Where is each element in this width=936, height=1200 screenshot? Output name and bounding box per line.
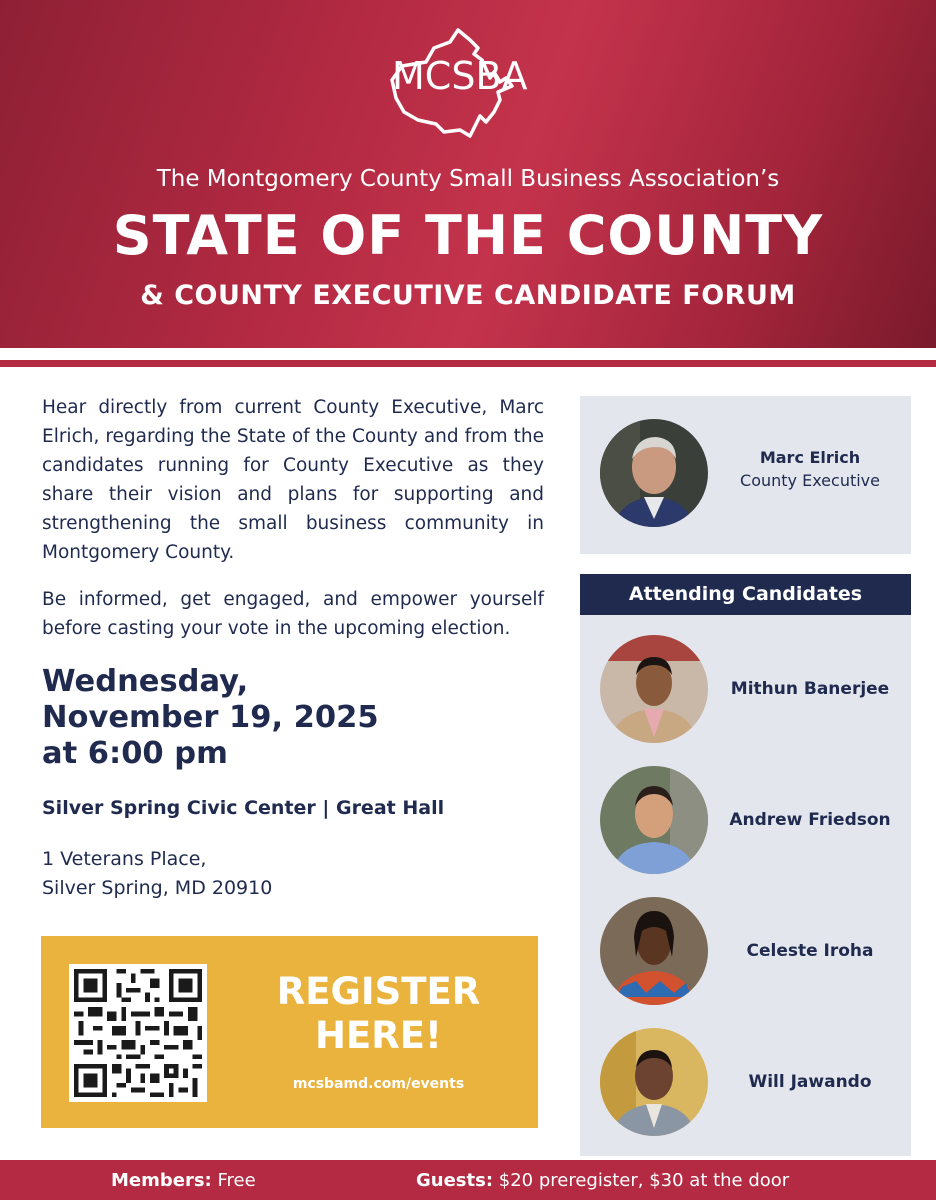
- list-item: [580, 1028, 911, 1138]
- members-value: Free: [217, 1170, 256, 1191]
- date-line-3: at 6:00 pm: [42, 736, 228, 771]
- person-photo-icon: [600, 1028, 708, 1136]
- event-subtitle: & COUNTY EXECUTIVE CANDIDATE FORUM: [140, 280, 796, 311]
- divider-red: [0, 360, 936, 367]
- avatar: [600, 635, 708, 743]
- list-item: [580, 897, 911, 1007]
- register-line-1[interactable]: REGISTER: [276, 970, 481, 1013]
- person-photo-icon: [600, 635, 708, 743]
- register-link[interactable]: mcsbamd.com/events: [292, 1076, 465, 1092]
- avatar: [600, 897, 708, 1005]
- guests-value: $20 preregister, $30 at the door: [498, 1170, 790, 1191]
- candidate-name: Andrew Friedson: [729, 810, 891, 830]
- list-item: [580, 766, 911, 876]
- person-photo-icon: [600, 897, 708, 1005]
- logo-wordmark: MCSBA: [392, 54, 528, 98]
- register-box[interactable]: [41, 936, 538, 1128]
- executive-role: County Executive: [740, 471, 880, 490]
- county-executive-card: [580, 396, 911, 554]
- qr-code-icon[interactable]: [69, 964, 207, 1102]
- address-line-1: 1 Veterans Place,: [42, 848, 207, 870]
- executive-name: Marc Elrich: [759, 448, 861, 467]
- candidate-name: Celeste Iroha: [746, 941, 874, 961]
- avatar: [600, 766, 708, 874]
- register-heading[interactable]: [251, 970, 506, 1058]
- event-venue: Silver Spring Civic Center | Great Hall: [42, 797, 445, 819]
- intro-paragraph: Hear directly from current County Executive, Marc Elrich, regarding the State of the County and from the candidates running for County Executive as they share their vision and plans for supporting and strengthening the small business community in Montgomery County.: [42, 397, 544, 563]
- avatar: [600, 419, 708, 527]
- candidate-name: Will Jawando: [748, 1072, 872, 1092]
- members-pricing: [111, 1170, 256, 1191]
- guests-pricing: [416, 1170, 789, 1191]
- guests-label: Guests:: [416, 1170, 494, 1191]
- header-banner: [0, 0, 936, 348]
- members-label: Members:: [111, 1170, 212, 1191]
- register-line-2[interactable]: HERE!: [315, 1014, 442, 1057]
- candidates-panel: [580, 615, 911, 1156]
- date-line-1: Wednesday,: [42, 664, 249, 699]
- person-photo-icon: [600, 766, 708, 874]
- pricing-footer: [0, 1160, 936, 1200]
- event-title: STATE OF THE COUNTY: [112, 204, 824, 267]
- candidate-name: Mithun Banerjee: [730, 679, 890, 699]
- date-line-2: November 19, 2025: [42, 700, 379, 735]
- call-to-action-paragraph: Be informed, get engaged, and empower yourself before casting your vote in the upcoming election.: [42, 589, 544, 639]
- association-subtitle: The Montgomery County Small Business Association’s: [156, 166, 780, 192]
- person-photo-icon: [600, 419, 708, 527]
- event-address: [42, 845, 562, 903]
- attending-candidates-heading: Attending Candidates: [580, 574, 911, 615]
- address-line-2: Silver Spring, MD 20910: [42, 877, 273, 899]
- list-item: [580, 635, 911, 745]
- event-date: [42, 664, 562, 772]
- avatar: [600, 1028, 708, 1136]
- divider-white: [0, 348, 936, 360]
